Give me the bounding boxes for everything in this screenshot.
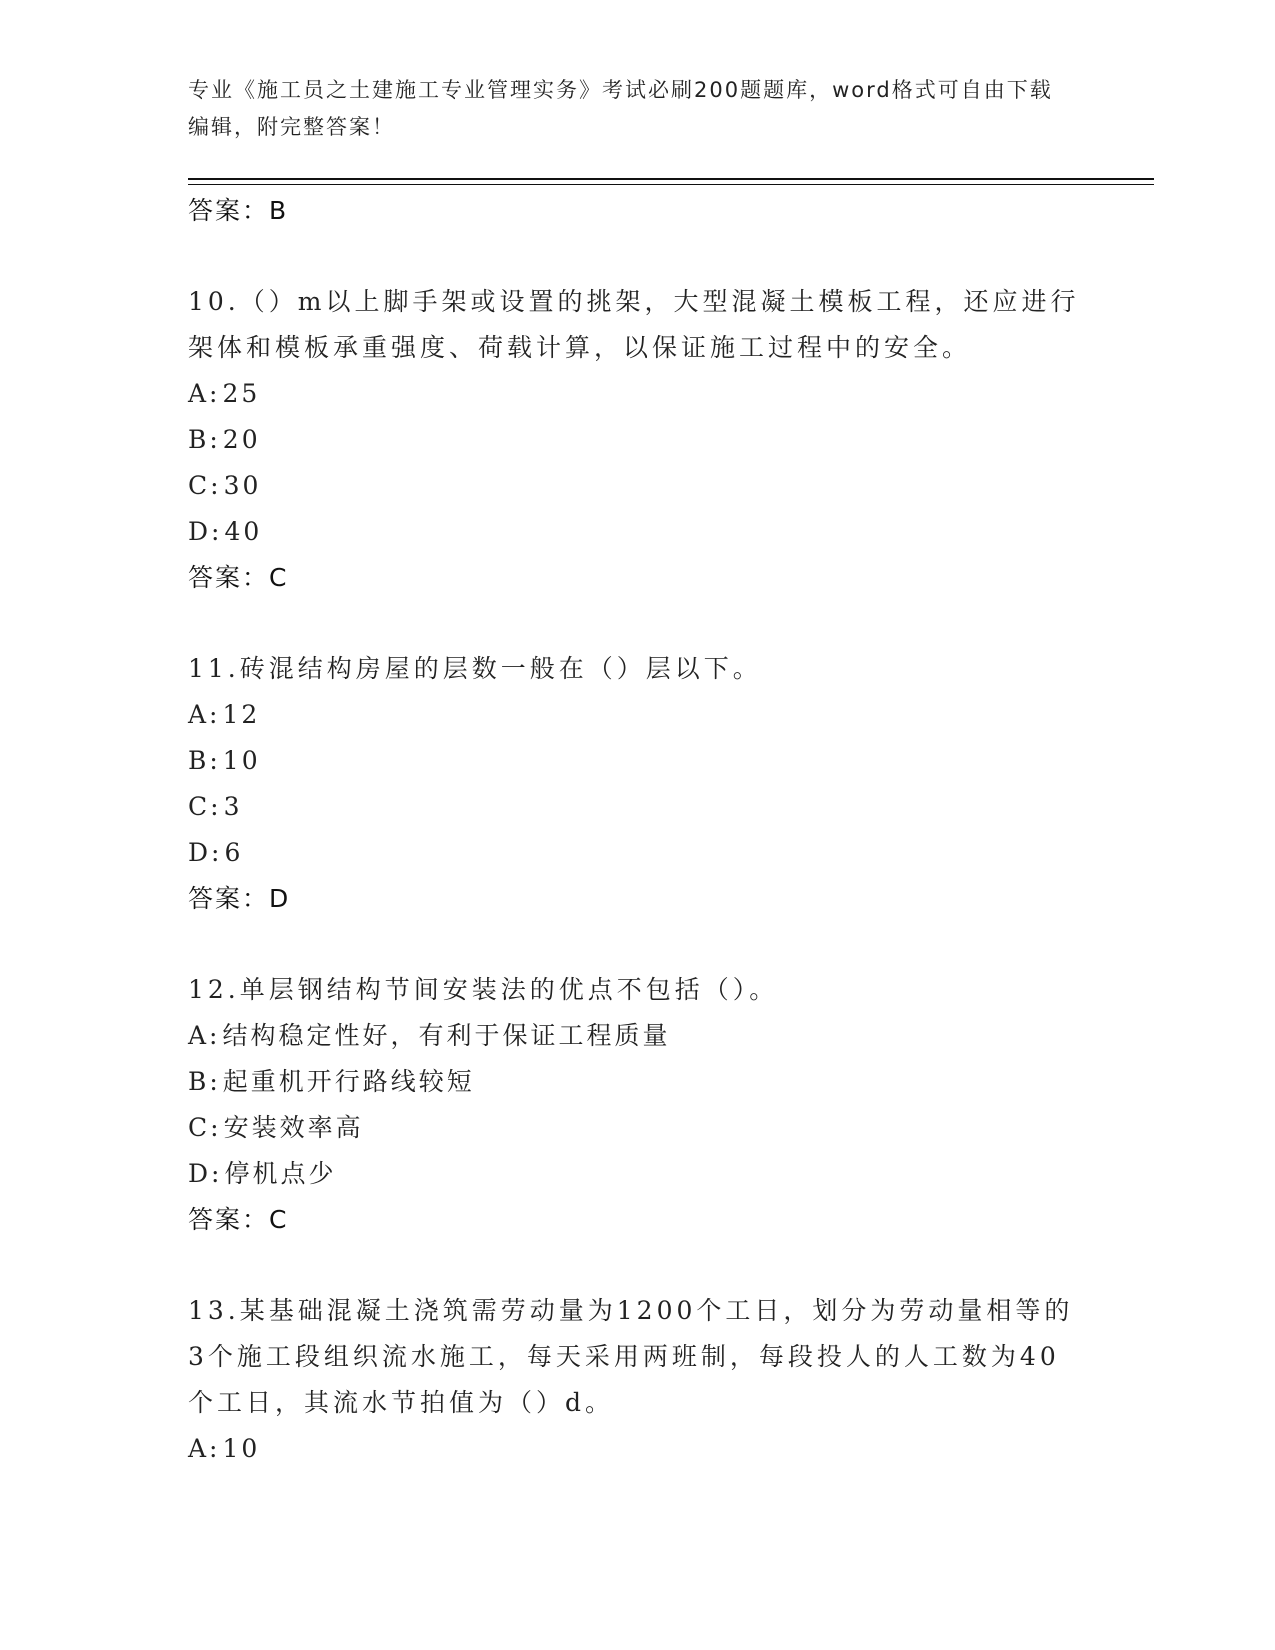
header-rule-thin [188,184,1154,185]
option-text: 10 [222,746,261,775]
option-label: D: [188,1159,223,1188]
option-c [188,463,1088,509]
question-text: 10.（）m以上脚手架或设置的挑架，大型混凝土模板工程，还应进行架体和模板承重强度、荷载计算，以保证施工过程中的安全。 [188,287,1080,362]
option-text: 30 [223,471,262,500]
question-text: 12.单层钢结构节间安装法的优点不包括（）。 [188,975,779,1004]
option-label: B: [188,425,221,454]
question-item [188,279,1088,601]
option-c [188,1105,1088,1151]
option-text: 安装效率高 [223,1113,364,1142]
option-text: 40 [224,517,263,546]
option-label: A: [188,700,221,729]
page-header: 专业《施工员之土建施工专业管理实务》考试必刷200题题库，word格式可自由下载编辑，附完整答案！ [188,78,1053,139]
option-label: C: [188,1113,222,1142]
option-b [188,417,1088,463]
option-label: D: [188,517,223,546]
option-a [188,371,1088,417]
option-b [188,1059,1088,1105]
answer-line: 答案：C [188,1205,289,1234]
question-list [188,188,1088,1472]
option-a [188,1013,1088,1059]
question-item [188,1288,1088,1472]
answer-line: 答案：D [188,884,291,913]
question-item [188,967,1088,1243]
option-text: 12 [222,700,261,729]
option-label: B: [188,746,221,775]
option-text: 20 [222,425,261,454]
header-rule-thick [188,178,1154,180]
option-a [188,692,1088,738]
option-d [188,1151,1088,1197]
answer-line: 答案：B [188,196,289,225]
question-text: 11.砖混结构房屋的层数一般在（）层以下。 [188,654,762,683]
option-text: 结构稳定性好，有利于保证工程质量 [222,1021,671,1050]
option-b [188,738,1088,784]
option-label: C: [188,471,222,500]
option-label: C: [188,792,222,821]
option-text: 起重机开行路线较短 [222,1067,475,1096]
option-label: A: [188,1021,221,1050]
option-text: 6 [224,838,244,867]
answer-line: 答案：C [188,563,289,592]
option-d [188,830,1088,876]
option-text: 25 [222,379,261,408]
option-label: A: [188,379,221,408]
option-text: 10 [222,1434,261,1463]
question-text: 13.某基础混凝土浇筑需劳动量为1200个工日，划分为劳动量相等的3个施工段组织流水施工，每天采用两班制，每段投人的人工数为40个工日，其流水节拍值为（）d。 [188,1296,1074,1417]
option-label: A: [188,1434,221,1463]
option-text: 3 [223,792,243,821]
question-item [188,646,1088,922]
option-d [188,509,1088,555]
option-text: 停机点少 [224,1159,337,1188]
option-label: D: [188,838,223,867]
option-label: B: [188,1067,221,1096]
option-a [188,1426,1088,1472]
option-c [188,784,1088,830]
